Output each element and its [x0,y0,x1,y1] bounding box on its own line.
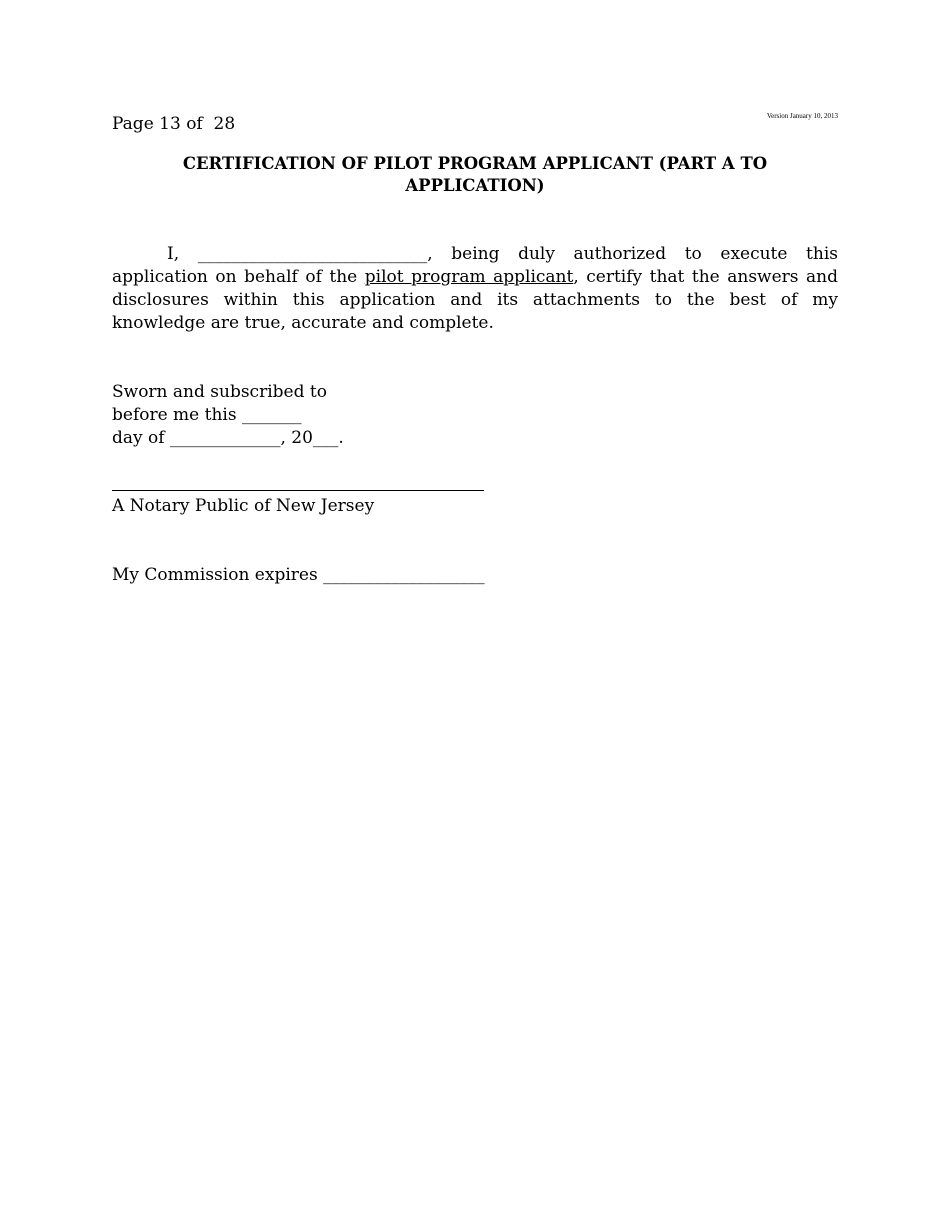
applicant-name-blank: I, ___________________________, [167,244,433,264]
sworn-statement [112,381,344,450]
version-date: Version January 10, 2013 [766,112,838,120]
sworn-line-3: day of _____________, 20___. [112,428,344,448]
certification-line-1-text: being duly authorized to execute this [451,244,838,264]
sworn-line-2: before me this _______ [112,405,302,425]
document-title [112,153,838,197]
pilot-program-applicant-term: pilot program applicant [364,267,574,287]
commission-expires: My Commission expires ___________________ [112,565,485,585]
certification-line-2-after: , certify that the answers and [573,267,838,287]
notary-signature-line [112,490,484,491]
certification-line-3: disclosures within this application and its attachments to the best of my [112,290,838,310]
certification-line-4: knowledge are true, accurate and complete. [112,313,494,333]
certification-line-2 [112,266,838,289]
title-line-2: APPLICATION) [405,176,545,195]
sworn-line-1: Sworn and subscribed to [112,382,327,402]
notary-label: A Notary Public of New Jersey [112,496,375,516]
title-line-1: CERTIFICATION OF PILOT PROGRAM APPLICANT (PART A TO [182,154,768,173]
certification-line-2-before: application on behalf of the [112,267,365,287]
page-number: Page 13 of 28 [112,114,236,134]
certification-paragraph [112,243,838,335]
certification-line-1 [112,243,838,266]
